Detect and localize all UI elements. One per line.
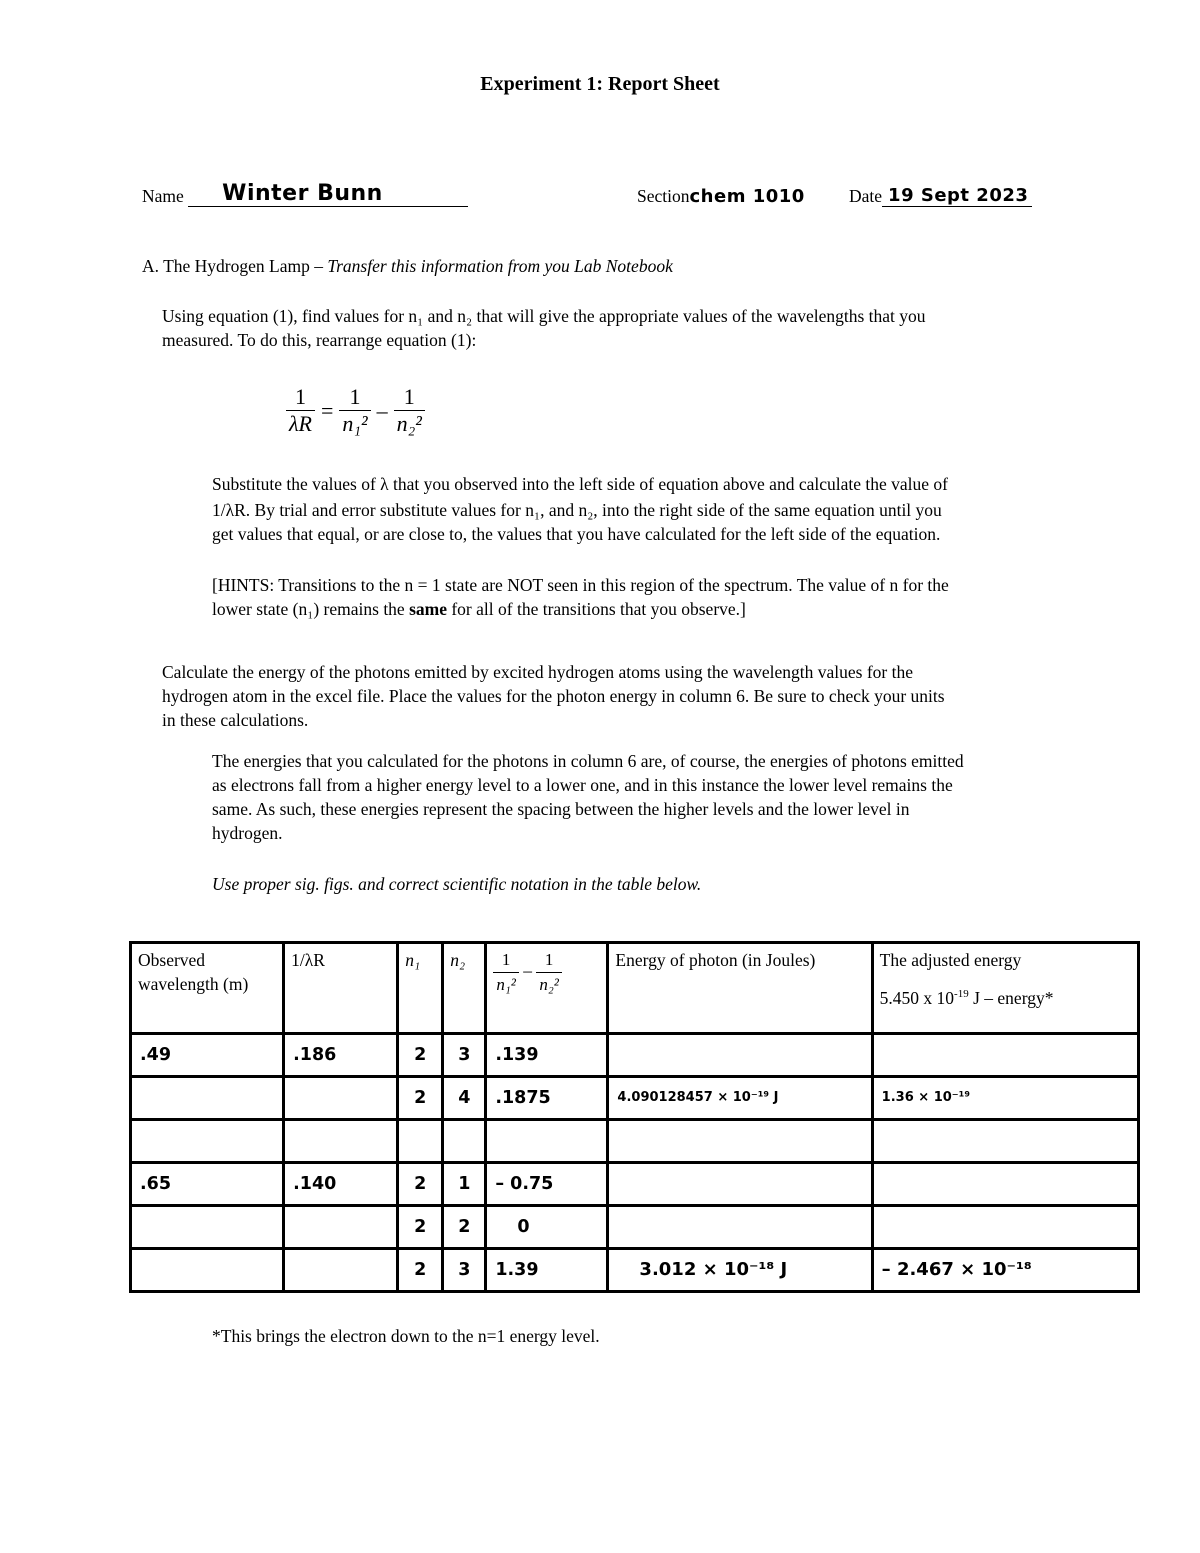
paragraph-instructions [162, 304, 926, 352]
cell-inverse [284, 1249, 398, 1292]
paragraph-line: in these calculations. [162, 710, 309, 730]
paragraph-line: measured. To do this, rearrange equation (1): [162, 330, 477, 350]
equation-term-2: $\frac{1}{\text{n₂²}}$ [394, 384, 425, 437]
cell-adjusted [872, 1163, 1138, 1206]
cell-inverse [284, 1120, 398, 1163]
paragraph-line: hydrogen atom in the excel file. Place the values for the photon energy in column 6. Be sure to check your units [162, 686, 945, 706]
cell-n1: 2 [398, 1034, 443, 1077]
cell-n2 [443, 1120, 486, 1163]
cell-n1: 2 [398, 1163, 443, 1206]
cell-difference: .1875 [486, 1077, 608, 1120]
paragraph-line: The energies that you calculated for the photons in column 6 are, of course, the energies of photons emitted [212, 751, 964, 771]
date-field [849, 186, 1032, 207]
paragraph-line: Calculate the energy of the photons emitted by excited hydrogen atoms using the wavelength values for the [162, 662, 913, 682]
date-value: 19 Sept 2023 [888, 185, 1029, 206]
cell-n1: 2 [398, 1077, 443, 1120]
table-row [131, 1206, 1139, 1249]
name-label: Name [142, 186, 184, 206]
cell-adjusted: – 2.467 × 10⁻¹⁸ [872, 1249, 1138, 1292]
footnote: *This brings the electron down to the n=1 energy level. [212, 1326, 600, 1346]
table-row [131, 1077, 1139, 1120]
name-value: Winter Bunn [222, 181, 383, 206]
table-row [131, 1120, 1139, 1163]
cell-adjusted: 1.36 × 10⁻¹⁹ [872, 1077, 1138, 1120]
equals-sign: = [320, 397, 334, 423]
header-photon-energy: Energy of photon (in Joules) [608, 943, 872, 1034]
cell-difference: .139 [486, 1034, 608, 1077]
cell-n2: 3 [443, 1249, 486, 1292]
paragraph-hints [212, 573, 949, 621]
cell-n1: 2 [398, 1249, 443, 1292]
cell-inverse: .140 [284, 1163, 398, 1206]
section-value: chem 1010 [689, 186, 805, 207]
cell-n2: 4 [443, 1077, 486, 1120]
cell-energy [608, 1034, 872, 1077]
cell-energy [608, 1120, 872, 1163]
rydberg-equation [286, 384, 425, 437]
paragraph-line: [HINTS: Transitions to the n = 1 state are NOT seen in this region of the spectrum. The value of n for the [212, 575, 949, 595]
results-table [129, 941, 1140, 1293]
equation-lhs: $\frac{1}{\lambda R}$ [286, 384, 315, 437]
table-row [131, 1249, 1139, 1292]
date-label: Date [849, 186, 883, 206]
cell-n1 [398, 1120, 443, 1163]
section-a-heading-italic: Transfer this information from you Lab Notebook [327, 256, 673, 276]
equation-term-1: $\frac{1}{\text{n₁²}}$ [339, 384, 370, 437]
header-n2: n₂ [443, 943, 486, 1034]
paragraph-energy [162, 660, 945, 732]
cell-wavelength [131, 1120, 284, 1163]
page-title: Experiment 1: Report Sheet [480, 73, 720, 95]
cell-inverse [284, 1206, 398, 1249]
cell-difference [486, 1120, 608, 1163]
paragraph-substitute [212, 472, 948, 546]
cell-inverse [284, 1077, 398, 1120]
paragraph-spacing [212, 749, 964, 845]
cell-adjusted [872, 1206, 1138, 1249]
cell-energy: 3.012 × 10⁻¹⁸ J [608, 1249, 872, 1292]
name-field [142, 181, 468, 207]
section-label: Section [637, 186, 690, 206]
paragraph-line: Substitute the values of λ that you observed into the left side of equation above and calculate the value of [212, 474, 948, 494]
minus-sign: – [376, 397, 388, 423]
cell-energy [608, 1163, 872, 1206]
paragraph-line: same. As such, these energies represent the spacing between the higher levels and the lower level in [212, 799, 910, 819]
cell-n1: 2 [398, 1206, 443, 1249]
cell-n2: 2 [443, 1206, 486, 1249]
paragraph-line: Using equation (1), find values for n₁ and n₂ that will give the appropriate values of the wavelengths that you [162, 306, 926, 326]
table-instruction: Use proper sig. figs. and correct scientific notation in the table below. [212, 874, 702, 894]
header-inverse-lambda-r: 1/λR [284, 943, 398, 1034]
section-a-heading-plain: A. The Hydrogen Lamp – [142, 256, 328, 276]
table-row [131, 1034, 1139, 1077]
header-adjusted-energy: The adjusted energy 5.450 x $10^{-19}$ J – energy* [872, 943, 1138, 1034]
cell-n2: 1 [443, 1163, 486, 1206]
cell-difference: 1.39 [486, 1249, 608, 1292]
section-a-heading [142, 256, 673, 277]
cell-wavelength: .49 [131, 1034, 284, 1077]
cell-wavelength: .65 [131, 1163, 284, 1206]
cell-adjusted [872, 1034, 1138, 1077]
header-difference: $\frac{1}{\text{n₁²}}$ – $\frac{1}{\text{n₂²}}$ [486, 943, 608, 1034]
paragraph-line: lower state (n₁) remains the same for all of the transitions that you observe.] [212, 599, 746, 619]
cell-difference: 0 [486, 1206, 608, 1249]
paragraph-line: as electrons fall from a higher energy level to a lower one, and in this instance the lower level remains the [212, 775, 953, 795]
paragraph-line: 1/λR. By trial and error substitute values for n₁, and n₂, into the right side of the same equation until you [212, 500, 942, 520]
cell-energy [608, 1206, 872, 1249]
cell-difference: – 0.75 [486, 1163, 608, 1206]
cell-n2: 3 [443, 1034, 486, 1077]
cell-energy: 4.090128457 × 10⁻¹⁹ J [608, 1077, 872, 1120]
header-n1: n₁ [398, 943, 443, 1034]
section-field [637, 186, 805, 207]
header-wavelength: Observed wavelength (m) [131, 943, 284, 1034]
table-header-row [131, 943, 1139, 1034]
paragraph-line: hydrogen. [212, 823, 283, 843]
cell-wavelength [131, 1206, 284, 1249]
paragraph-line: get values that equal, or are close to, the values that you have calculated for the left side of the equation. [212, 524, 941, 544]
cell-wavelength [131, 1077, 284, 1120]
cell-wavelength [131, 1249, 284, 1292]
cell-inverse: .186 [284, 1034, 398, 1077]
cell-adjusted [872, 1120, 1138, 1163]
table-row [131, 1163, 1139, 1206]
